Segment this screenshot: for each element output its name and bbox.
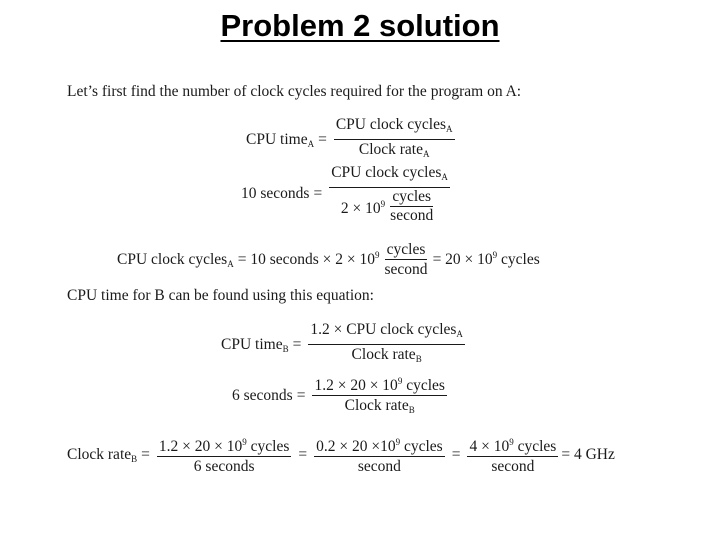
eq4-numerator: 1.2 × CPU clock cycles$_A$ — [308, 320, 465, 345]
eq1-equals: = — [318, 130, 327, 148]
eq2-den-left: $2 \times 10^9$ — [340, 199, 386, 217]
intro-text: Let’s first find the number of clock cycles required for the program on A: — [67, 83, 522, 100]
eq1-denominator: Clock rate$_A$ — [358, 141, 430, 159]
equation-cpu-clock-cycles-a — [117, 240, 540, 279]
eq2-den-denominator: second — [390, 207, 434, 224]
eq6-equals-1: = — [141, 445, 150, 463]
eq2-fraction — [329, 163, 450, 225]
equation-10-seconds — [241, 163, 453, 225]
eq6-result: = 4 GHz — [561, 445, 615, 463]
equation-6-seconds — [232, 372, 450, 420]
eq2-den-numerator: cycles — [392, 188, 432, 205]
eq3-lhs: CPU clock cycles$_A$ — [117, 250, 234, 269]
eq4-fraction — [308, 320, 465, 369]
eq6-lhs: Clock rate$_B$ — [67, 445, 138, 464]
eq3-numerator: cycles — [386, 241, 426, 258]
eq3-fraction — [383, 240, 430, 279]
eq5-equals: = — [296, 387, 306, 404]
eq1-numerator: CPU clock cycles$_A$ — [334, 115, 455, 140]
eq6-equals-3: = — [451, 445, 461, 463]
eq6-fraction-2 — [314, 433, 445, 476]
slide-title: Problem 2 solution — [220, 8, 500, 43]
eq1-lhs: CPU time$_A$ — [246, 130, 315, 149]
eq6-fraction-1 — [157, 433, 291, 476]
eq2-den-fraction — [388, 188, 435, 225]
middle-text: CPU time for B can be found using this equation: — [67, 287, 374, 304]
eq4-denominator: Clock rate$_B$ — [351, 346, 422, 364]
eq1-fraction — [334, 115, 455, 164]
eq6-f2-denominator: second — [357, 458, 401, 475]
eq5-lhs: 6 seconds — [232, 387, 293, 404]
equation-cpu-time-b — [221, 320, 468, 369]
eq2-lhs: 10 seconds — [241, 185, 310, 202]
eq4-equals: = — [292, 335, 302, 353]
eq5-denominator: Clock rate$_B$ — [344, 397, 415, 415]
eq3-middle: = 10 seconds × $2 \times 10^9$ — [237, 250, 380, 268]
eq6-f1-denominator: 6 seconds — [193, 458, 255, 475]
eq2-denominator — [339, 188, 440, 225]
eq6-fraction-3 — [467, 433, 558, 476]
eq6-f3-numerator: $4 \times 10^9$ cycles — [467, 433, 558, 457]
eq6-f2-numerator: $0.2 \times 20 \times 10^9$ cycles — [314, 433, 445, 457]
eq3-denominator: second — [384, 261, 428, 278]
eq3-result: = $20 \times 10^9$ cycles — [432, 250, 540, 268]
eq6-f1-numerator: $1.2 \times 20 \times 10^9$ cycles — [157, 433, 291, 457]
eq2-numerator: CPU clock cycles$_A$ — [329, 163, 450, 188]
eq6-equals-2: = — [298, 445, 308, 463]
eq6-f3-denominator: second — [491, 458, 535, 475]
eq5-fraction — [312, 372, 446, 420]
eq4-lhs: CPU time$_B$ — [221, 335, 289, 354]
eq2-equals: = — [313, 185, 323, 202]
eq5-numerator: $1.2 \times 20 \times 10^9$ cycles — [312, 372, 446, 396]
equation-clock-rate-b — [67, 433, 615, 476]
equation-cpu-time-a — [246, 115, 458, 164]
